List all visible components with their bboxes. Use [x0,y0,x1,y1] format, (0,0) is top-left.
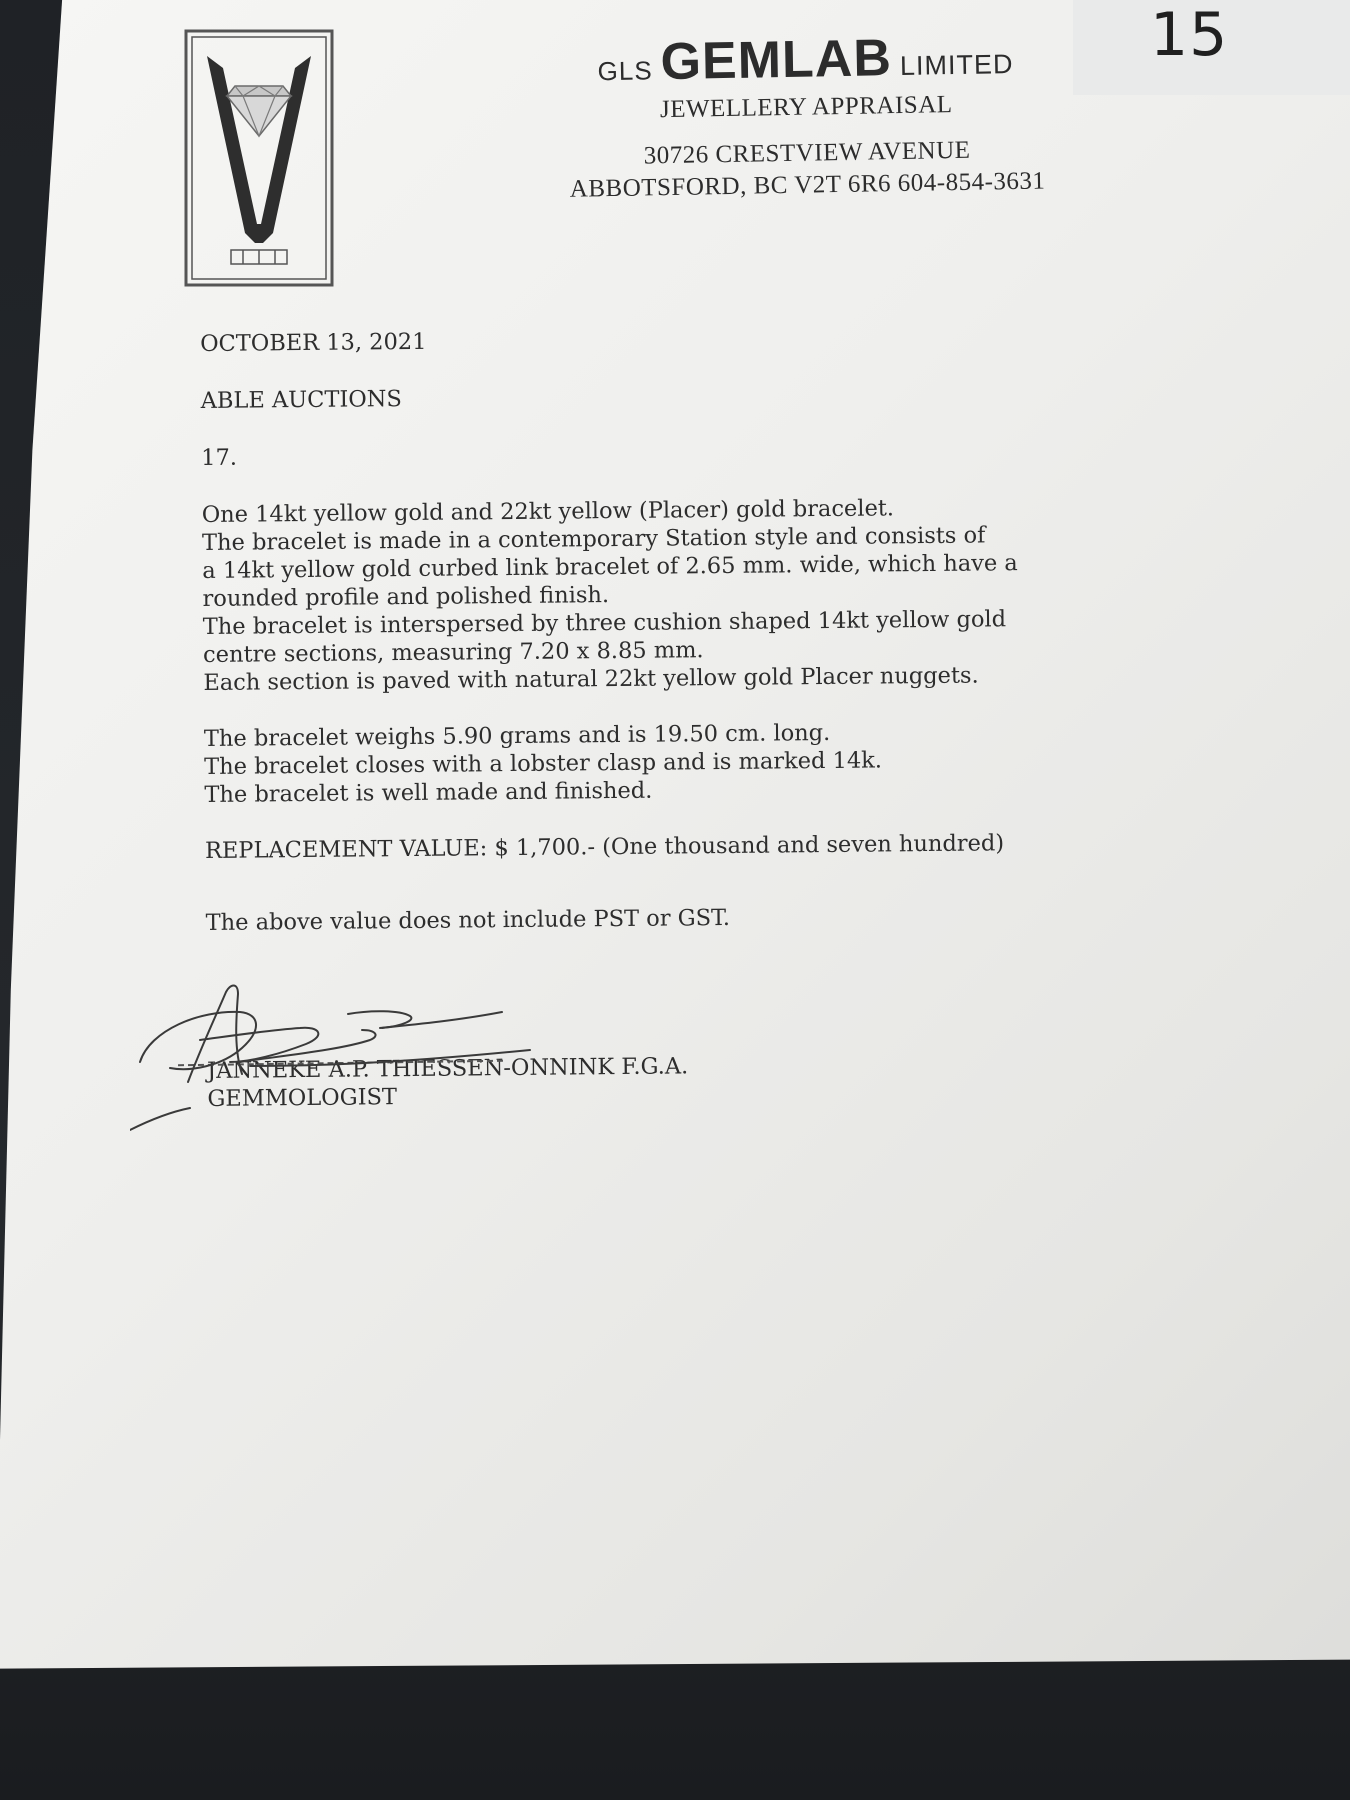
signatory-name: JANNEKE A.P. THIESSEN-ONNINK F.G.A. [206,1053,689,1084]
letterhead [555,29,1058,204]
description-line: a 14kt yellow gold curbed link bracelet of 2.65 mm. wide, which have a [202,550,1018,584]
diamond-v-icon [183,28,335,288]
company-suffix: LIMITED [899,49,1014,81]
description-line: rounded profile and polished finish. [202,582,610,612]
company-prefix: GLS [597,55,653,87]
address-street: 30726 CRESTVIEW AVENUE [643,136,971,170]
description-line: The bracelet is made in a contemporary Station style and consists of [201,522,986,556]
company-subtitle: JEWELLERY APPRAISAL [659,91,953,124]
company-brand: GEMLAB [660,29,893,92]
replacement-value: REPLACEMENT VALUE: $ 1,700.- (One thousand and seven hundred) [204,830,1005,864]
company-name [555,29,1056,90]
item-number: 17. [201,444,238,471]
details-line: The bracelet closes with a lobster clasp and is marked 14k. [204,747,883,780]
description-line: The bracelet is interspersed by three cushion shaped 14kt yellow gold [202,606,1007,640]
details-line: The bracelet weighs 5.90 grams and is 19.50 cm. long. [203,719,831,752]
details-line: The bracelet is well made and finished. [204,777,653,808]
address-city-phone: ABBOTSFORD, BC V2T 6R6 604-854-3631 [569,167,1046,203]
signatory-title: GEMMOLOGIST [207,1084,398,1112]
description-line: centre sections, measuring 7.20 x 8.85 mm. [202,637,704,668]
letter-date: OCTOBER 13, 2021 [200,328,427,357]
tax-note: The above value does not include PST or GST. [205,904,731,936]
page-number: 15 [1150,0,1229,70]
description-line: Each section is paved with natural 22kt yellow gold Placer nuggets. [203,662,979,696]
letter-recipient: ABLE AUCTIONS [200,386,402,414]
description-line: One 14kt yellow gold and 22kt yellow (Placer) gold bracelet. [201,495,895,528]
handwritten-signature [130,970,550,1150]
